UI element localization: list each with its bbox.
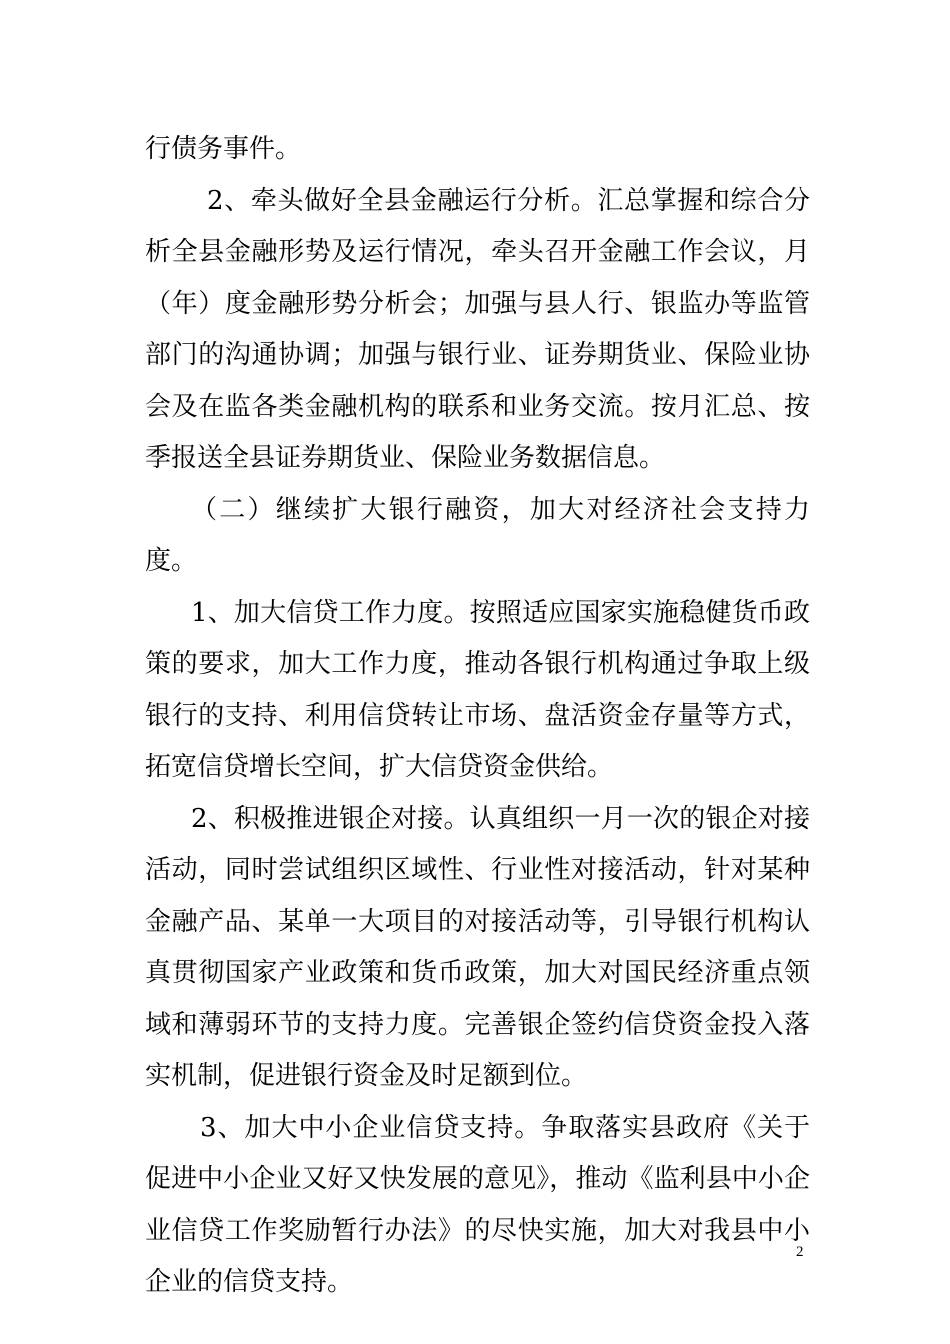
- document-body: [145, 124, 810, 1309]
- paragraph-financial-analysis: 2、牵头做好全县金融运行分析。汇总掌握和综合分析全县金融形势及运行情况，牵头召开金融工作会议，月（年）度金融形势分析会；加强与县人行、银监办等监管部门的沟通协调；加强与银行业、证券期货业、保险业协会及在监各类金融机构的联系和业务交流。按月汇总、按季报送全县证券期货业、保险业务数据信息。: [145, 185, 810, 473]
- section-heading-bank-financing: （二）继续扩大银行融资，加大对经济社会支持力度。: [145, 494, 810, 576]
- paragraph-continuation: 行债务事件。: [145, 134, 302, 164]
- paragraph-sme-credit: 3、加大中小企业信贷支持。争取落实县政府《关于促进中小企业又好又快发展的意见》，推动《监利县中小企业信贷工作奖励暂行办法》的尽快实施，加大对我县中小企业的信贷支持。: [145, 1112, 810, 1297]
- paragraph-credit-work: 1、加大信贷工作力度。按照适应国家实施稳健货币政策的要求，加大工作力度，推动各银行机构通过争取上级银行的支持、利用信贷转让市场、盘活资金存量等方式，拓宽信贷增长空间，扩大信贷资金供给。: [145, 597, 810, 782]
- page-number: 2: [796, 1244, 804, 1260]
- paragraph-bank-enterprise-docking: 2、积极推进银企对接。认真组织一月一次的银企对接活动，同时尝试组织区域性、行业性对接活动，针对某种金融产品、某单一大项目的对接活动等，引导银行机构认真贯彻国家产业政策和货币政策，加大对国民经济重点领域和薄弱环节的支持力度。完善银企签约信贷资金投入落实机制，促进银行资金及时足额到位。: [145, 803, 810, 1091]
